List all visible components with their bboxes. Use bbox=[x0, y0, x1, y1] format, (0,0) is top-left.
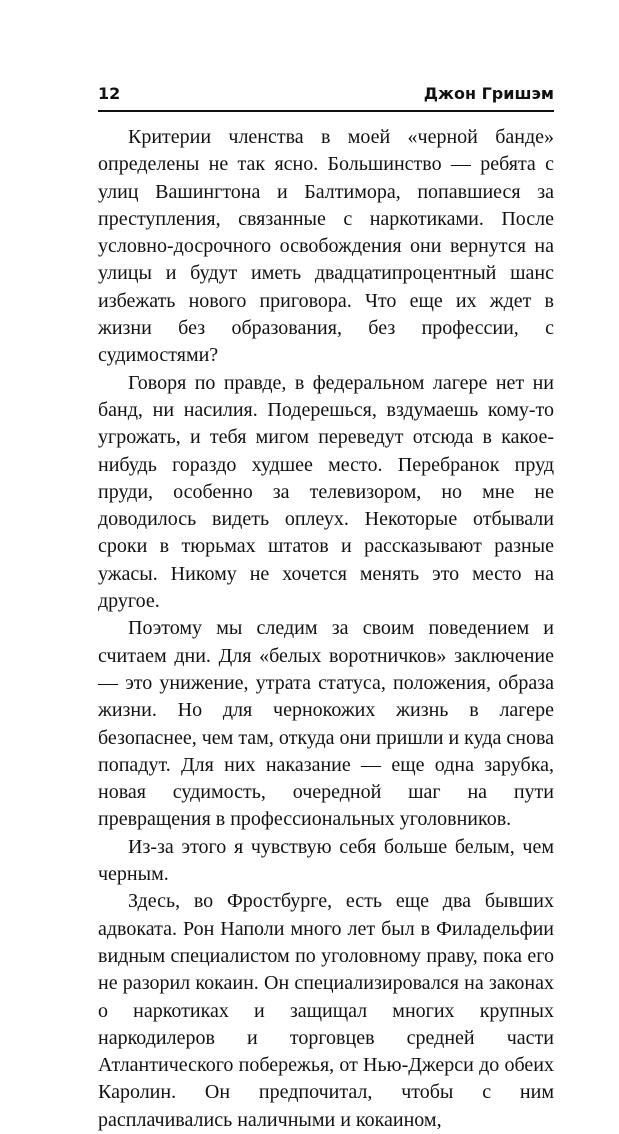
paragraph-2: Говоря по правде, в федеральном лагере нет ни банд, ни насилия. Подерешься, вздумаешь кому-то угрожать, и тебя мигом переведут отсюда в какое-нибудь гораздо худшее место. Перебранок пруд пруди, особенно за телевизором, но мне не доводилось видеть оплеух. Некоторые отбывали сроки в тюрьмах штатов и рассказывают разные ужасы. Никому не хочется менять это место на другое. bbox=[98, 371, 554, 613]
body-text bbox=[98, 124, 554, 1134]
paragraph-5: Здесь, во Фростбурге, есть еще два бывших адвоката. Рон Наполи много лет был в Филадельфии видным специалистом по уголовному праву, пока его не разорил кокаин. Он специализировался на законах о наркотиках и защищал многих крупных наркодилеров и торговцев средней части Атлантического побережья, от Нью-Джерси до обеих Каролин. Он предпочитал, чтобы с ним расплачивались наличными и кокаином, bbox=[98, 890, 554, 1131]
paragraph-1: Критерии членства в моей «черной банде» определены не так ясно. Большинство — ребята с улиц Вашингтона и Балтимора, попавшиеся за преступления, связанные с наркотиками. После условно-досрочного освобождения они вернутся на улицы и будут иметь двадцатипроцентный шанс избежать нового приговора. Что еще их ждет в жизни без образования, без профессии, с судимостями? bbox=[98, 126, 554, 367]
paragraph-3: Поэтому мы следим за своим поведением и считаем дни. Для «белых воротничков» заключение — это унижение, утрата статуса, положения, образа жизни. Но для чернокожих жизнь в лагере безопаснее, чем там, откуда они пришли и куда снова попадут. Для них наказание — еще одна зарубка, новая судимость, очередной шаг на пути превращения в профессиональных уголовников. bbox=[98, 617, 555, 831]
running-title: Джон Гришэм bbox=[423, 84, 554, 103]
paragraph-4: Из-за этого я чувствую себя больше белым, чем черным. bbox=[98, 835, 554, 886]
page-header bbox=[98, 80, 554, 108]
header-rule bbox=[98, 110, 554, 112]
page-number: 12 bbox=[98, 84, 121, 103]
